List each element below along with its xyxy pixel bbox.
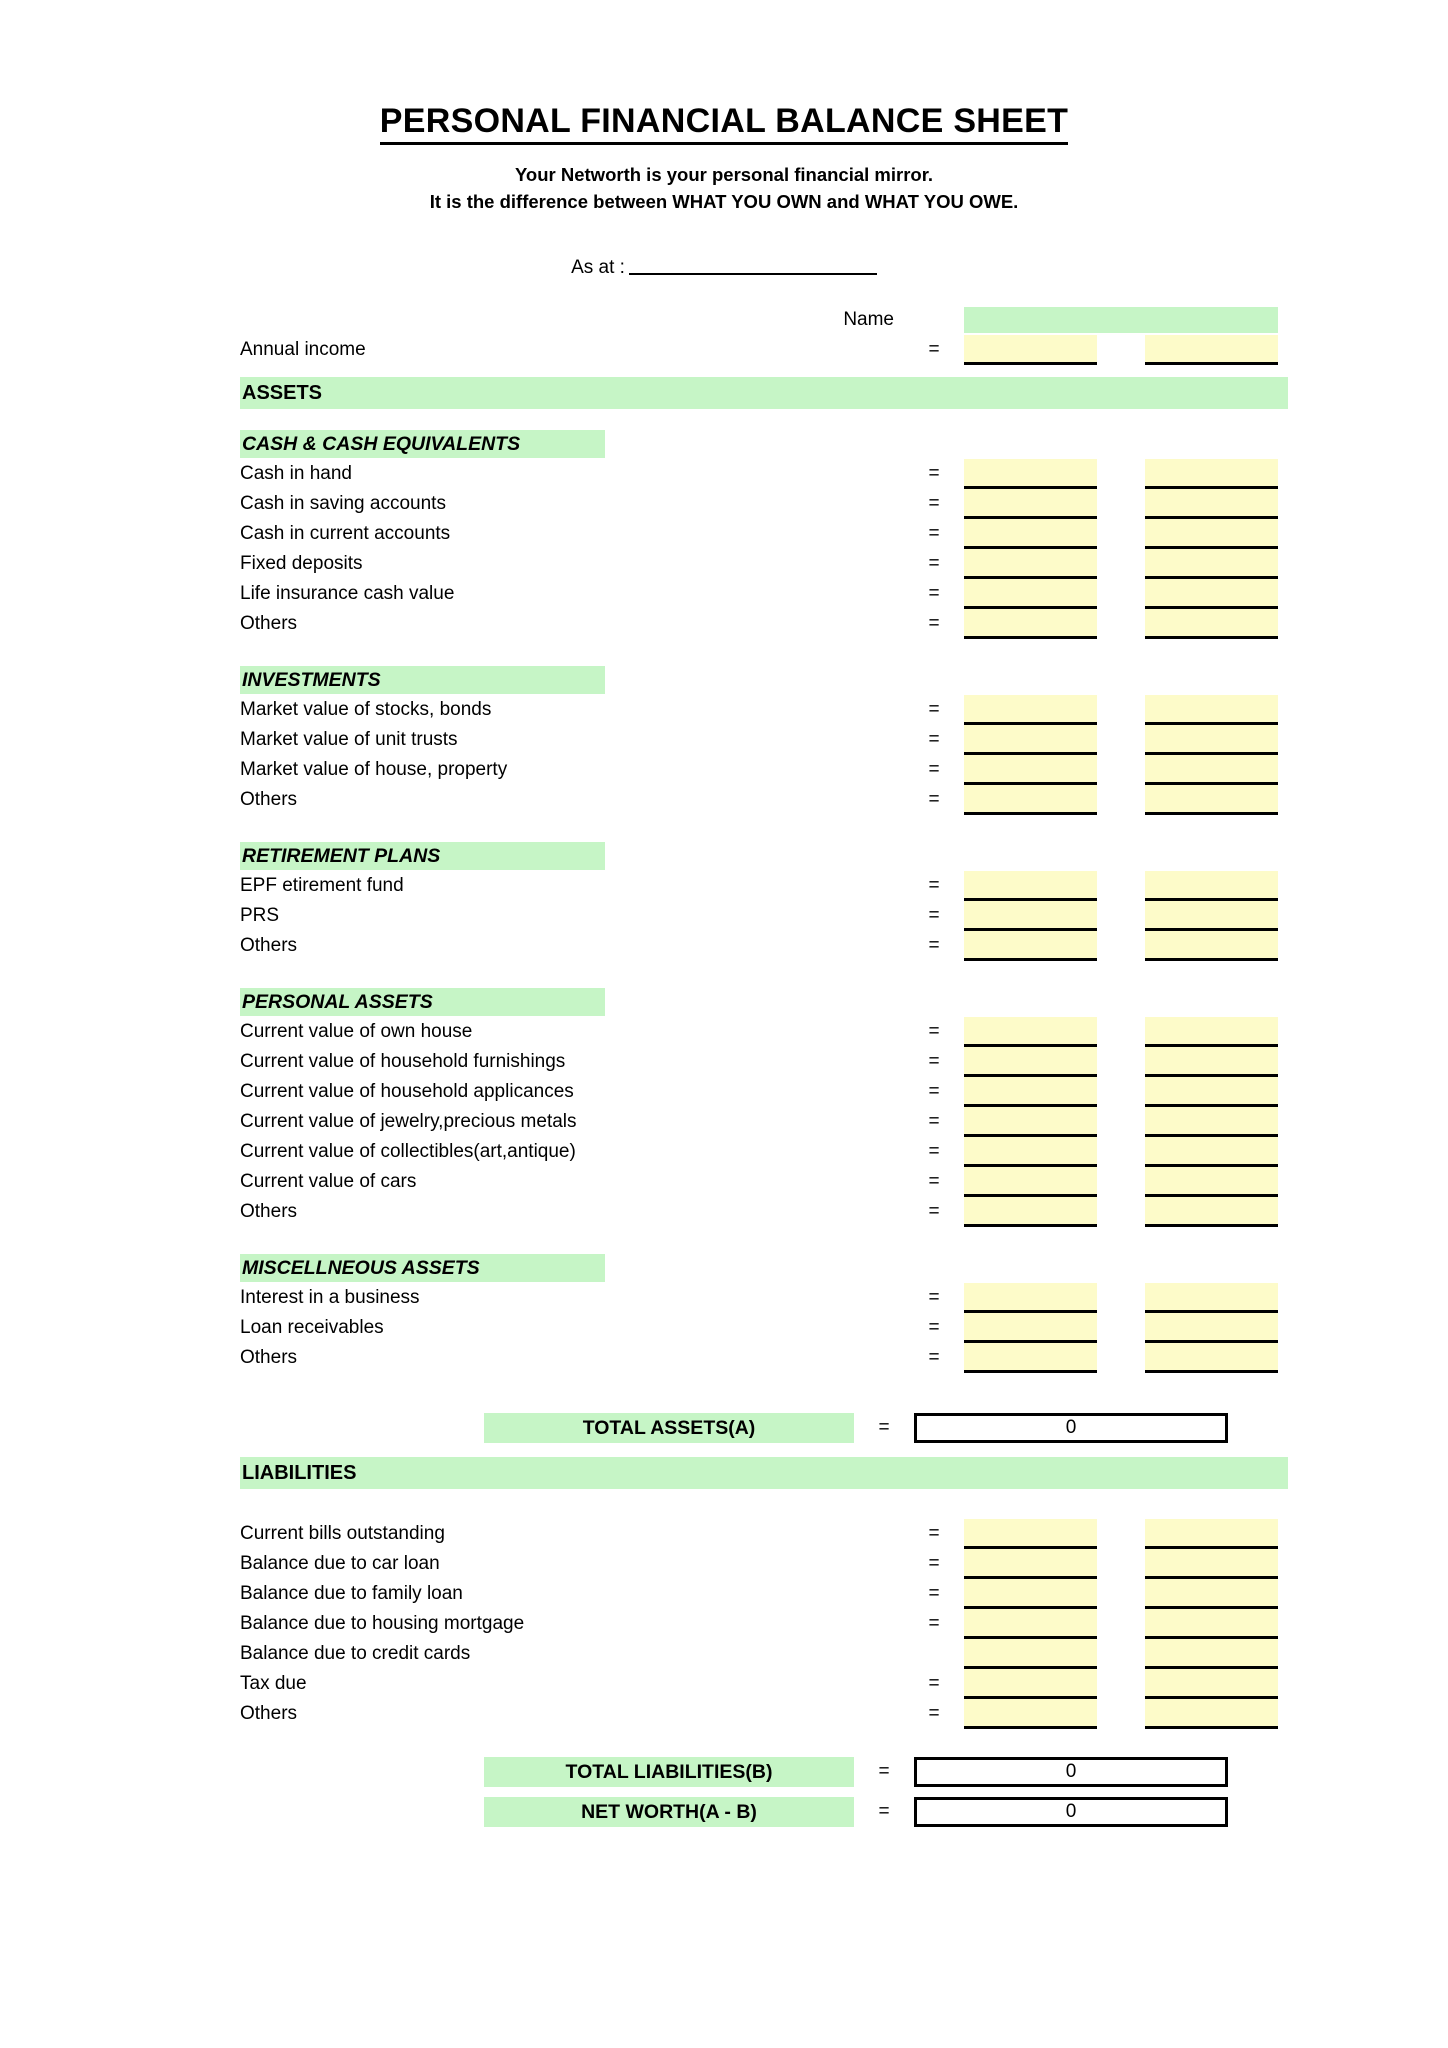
asset-item-input-1[interactable] [964,1017,1097,1047]
asset-item-label: Current value of jewelry,precious metals [240,1111,577,1133]
table-row [0,755,1448,785]
asset-item-equals: = [928,1111,940,1133]
liability-item-input-2[interactable] [1145,1609,1278,1639]
liability-rows [0,1519,1448,1729]
section-heading-row [0,1253,1448,1283]
asset-item-input-2[interactable] [1145,1343,1278,1373]
table-row [0,519,1448,549]
asset-item-label: Others [240,613,298,635]
table-row [0,725,1448,755]
asset-item-input-1[interactable] [964,931,1097,961]
section-heading: INVESTMENTS [240,666,605,694]
asset-item-equals: = [928,583,940,605]
asset-sections [0,429,1448,1399]
section-heading-row [0,841,1448,871]
page-title [0,0,1448,140]
liability-item-input-1[interactable] [964,1549,1097,1579]
table-row [0,1197,1448,1227]
asset-item-input-1[interactable] [964,1283,1097,1313]
liability-item-input-1[interactable] [964,1579,1097,1609]
liability-item-label: Tax due [240,1673,307,1695]
section-heading: PERSONAL ASSETS [240,988,605,1016]
asset-item-input-2[interactable] [1145,755,1278,785]
name-row [0,305,1448,335]
asset-item-input-2[interactable] [1145,549,1278,579]
asset-item-equals: = [928,1141,940,1163]
asset-item-equals: = [928,493,940,515]
liability-item-equals: = [928,1583,940,1605]
liability-item-input-2[interactable] [1145,1669,1278,1699]
asset-item-equals: = [928,905,940,927]
table-row [0,1669,1448,1699]
liabilities-banner [240,1457,1288,1489]
liability-item-label: Balance due to car loan [240,1553,440,1575]
asset-item-equals: = [928,935,940,957]
net-worth-equals: = [878,1801,890,1823]
asset-item-input-1[interactable] [964,549,1097,579]
spacer [0,961,1448,987]
annual-income-label: Annual income [240,339,366,361]
asset-item-input-2[interactable] [1145,1283,1278,1313]
asset-item-input-1[interactable] [964,609,1097,639]
asset-item-equals: = [928,463,940,485]
asset-item-equals: = [928,729,940,751]
total-liabilities-label: TOTAL LIABILITIES(B) [484,1757,854,1787]
asset-item-label: Market value of house, property [240,759,508,781]
as-at-label: As at : [571,257,625,279]
total-assets-equals: = [878,1417,890,1439]
spacer [0,1489,1448,1519]
annual-income-input-2[interactable] [1145,335,1278,365]
asset-item-input-1[interactable] [964,1167,1097,1197]
table-row [0,549,1448,579]
liability-item-equals: = [928,1523,940,1545]
total-liabilities-value: 0 [914,1757,1228,1787]
page-title-text: PERSONAL FINANCIAL BALANCE SHEET [380,102,1068,145]
liability-item-equals: = [928,1553,940,1575]
asset-item-input-2[interactable] [1145,519,1278,549]
asset-item-label: EPF etirement fund [240,875,404,897]
asset-item-equals: = [928,1021,940,1043]
liability-item-equals: = [928,1613,940,1635]
liability-item-input-1[interactable] [964,1699,1097,1729]
table-row [0,1167,1448,1197]
asset-item-label: Fixed deposits [240,553,363,575]
asset-item-label: Current value of household furnishings [240,1051,566,1073]
asset-item-label: Others [240,1201,298,1223]
asset-item-input-1[interactable] [964,1107,1097,1137]
total-liabilities-equals: = [878,1761,890,1783]
asset-item-input-2[interactable] [1145,931,1278,961]
table-row [0,1639,1448,1669]
name-input[interactable] [964,307,1278,333]
table-row [0,459,1448,489]
annual-income-equals: = [928,339,940,361]
table-row [0,695,1448,725]
table-row [0,1609,1448,1639]
asset-item-label: Loan receivables [240,1317,384,1339]
asset-item-label: Life insurance cash value [240,583,455,605]
liability-item-input-2[interactable] [1145,1549,1278,1579]
table-row [0,1313,1448,1343]
asset-item-input-2[interactable] [1145,1017,1278,1047]
assets-banner-label: ASSETS [242,381,323,404]
asset-item-label: Others [240,1347,298,1369]
table-row [0,1549,1448,1579]
total-assets-label: TOTAL ASSETS(A) [484,1413,854,1443]
asset-item-input-1[interactable] [964,695,1097,725]
asset-item-equals: = [928,1347,940,1369]
asset-item-equals: = [928,699,940,721]
liabilities-banner-label: LIABILITIES [242,1461,357,1484]
asset-item-equals: = [928,875,940,897]
asset-item-label: Current value of collectibles(art,antique) [240,1141,576,1163]
asset-item-label: Current value of own house [240,1021,473,1043]
liability-item-input-2[interactable] [1145,1639,1278,1669]
asset-item-input-1[interactable] [964,489,1097,519]
spacer [0,1445,1448,1457]
asset-item-input-1[interactable] [964,901,1097,931]
asset-item-equals: = [928,1171,940,1193]
asset-item-equals: = [928,759,940,781]
section-heading: CASH & CASH EQUIVALENTS [240,430,605,458]
table-row [0,1343,1448,1373]
spacer [0,1399,1448,1411]
liability-item-equals: = [928,1673,940,1695]
liability-item-label: Balance due to housing mortgage [240,1613,525,1635]
table-row [0,1519,1448,1549]
table-row [0,609,1448,639]
liability-item-input-1[interactable] [964,1519,1097,1549]
asset-item-input-1[interactable] [964,579,1097,609]
subtitle-line-2: It is the difference between WHAT YOU OWN and WHAT YOU OWE. [429,190,1019,212]
asset-item-input-1[interactable] [964,1343,1097,1373]
asset-item-input-2[interactable] [1145,459,1278,489]
asset-item-label: Market value of unit trusts [240,729,458,751]
table-row [0,1699,1448,1729]
liability-item-label: Balance due to family loan [240,1583,463,1605]
asset-item-equals: = [928,789,940,811]
total-assets-row [0,1411,1448,1445]
spacer [0,639,1448,665]
asset-item-input-2[interactable] [1145,1077,1278,1107]
asset-item-label: PRS [240,905,280,927]
asset-item-input-2[interactable] [1145,785,1278,815]
spacer [0,1729,1448,1755]
asset-item-equals: = [928,1051,940,1073]
assets-banner [240,377,1288,409]
liability-item-input-1[interactable] [964,1609,1097,1639]
asset-item-input-1[interactable] [964,871,1097,901]
section-heading-row [0,665,1448,695]
table-row [0,901,1448,931]
asset-item-input-1[interactable] [964,1313,1097,1343]
sheet-body [0,305,1448,1829]
page-subtitle [0,162,1448,216]
asset-item-input-2[interactable] [1145,725,1278,755]
asset-item-input-2[interactable] [1145,489,1278,519]
table-row [0,1579,1448,1609]
asset-item-input-1[interactable] [964,1197,1097,1227]
asset-item-label: Cash in hand [240,463,352,485]
net-worth-value: 0 [914,1797,1228,1827]
liability-item-input-1[interactable] [964,1669,1097,1699]
section-heading: RETIREMENT PLANS [240,842,605,870]
asset-item-label: Current value of cars [240,1171,417,1193]
table-row [0,1047,1448,1077]
asset-item-label: Others [240,789,298,811]
asset-item-input-1[interactable] [964,1047,1097,1077]
asset-item-label: Market value of stocks, bonds [240,699,492,721]
asset-item-input-2[interactable] [1145,1107,1278,1137]
annual-income-row [0,335,1448,365]
table-row [0,579,1448,609]
as-at-row [0,257,1448,279]
asset-item-input-2[interactable] [1145,1197,1278,1227]
asset-item-equals: = [928,1201,940,1223]
asset-item-input-1[interactable] [964,519,1097,549]
table-row [0,785,1448,815]
liability-item-input-2[interactable] [1145,1699,1278,1729]
spacer [0,1227,1448,1253]
asset-item-input-1[interactable] [964,785,1097,815]
total-assets-value: 0 [914,1413,1228,1443]
asset-item-input-2[interactable] [1145,609,1278,639]
asset-item-equals: = [928,1317,940,1339]
asset-item-input-2[interactable] [1145,1047,1278,1077]
asset-item-input-1[interactable] [964,459,1097,489]
table-row [0,1283,1448,1313]
liability-item-label: Balance due to credit cards [240,1643,471,1665]
table-row [0,871,1448,901]
asset-item-input-2[interactable] [1145,579,1278,609]
liability-item-input-2[interactable] [1145,1519,1278,1549]
asset-item-input-2[interactable] [1145,695,1278,725]
liability-item-input-2[interactable] [1145,1579,1278,1609]
section-heading-row [0,429,1448,459]
asset-item-input-2[interactable] [1145,871,1278,901]
asset-item-label: Others [240,935,298,957]
net-worth-row [0,1795,1448,1829]
annual-income-input-1[interactable] [964,335,1097,365]
asset-item-input-2[interactable] [1145,901,1278,931]
table-row [0,1107,1448,1137]
asset-item-equals: = [928,553,940,575]
liability-item-input-1[interactable] [964,1639,1097,1669]
asset-item-input-2[interactable] [1145,1137,1278,1167]
net-worth-label: NET WORTH(A - B) [484,1797,854,1827]
name-label: Name [843,309,894,331]
asset-item-input-2[interactable] [1145,1167,1278,1197]
asset-item-label: Current value of household applicances [240,1081,574,1103]
asset-item-input-1[interactable] [964,1137,1097,1167]
section-heading: MISCELLNEOUS ASSETS [240,1254,605,1282]
asset-item-input-1[interactable] [964,725,1097,755]
total-liabilities-row [0,1755,1448,1789]
spacer [0,409,1448,429]
table-row [0,489,1448,519]
liability-item-equals: = [928,1703,940,1725]
spacer [0,815,1448,841]
subtitle-line-1: Your Networth is your personal financial mirror. [514,163,934,185]
spacer [0,1373,1448,1399]
section-heading-row [0,987,1448,1017]
asset-item-label: Cash in current accounts [240,523,451,545]
asset-item-equals: = [928,523,940,545]
liability-item-label: Others [240,1703,298,1725]
asset-item-equals: = [928,613,940,635]
asset-item-input-1[interactable] [964,1077,1097,1107]
asset-item-input-2[interactable] [1145,1313,1278,1343]
table-row [0,1077,1448,1107]
asset-item-label: Cash in saving accounts [240,493,446,515]
table-row [0,1137,1448,1167]
asset-item-label: Interest in a business [240,1287,420,1309]
asset-item-input-1[interactable] [964,755,1097,785]
as-at-input[interactable] [629,253,877,275]
asset-item-equals: = [928,1081,940,1103]
table-row [0,1017,1448,1047]
spacer [0,365,1448,377]
asset-item-equals: = [928,1287,940,1309]
table-row [0,931,1448,961]
liability-item-label: Current bills outstanding [240,1523,445,1545]
